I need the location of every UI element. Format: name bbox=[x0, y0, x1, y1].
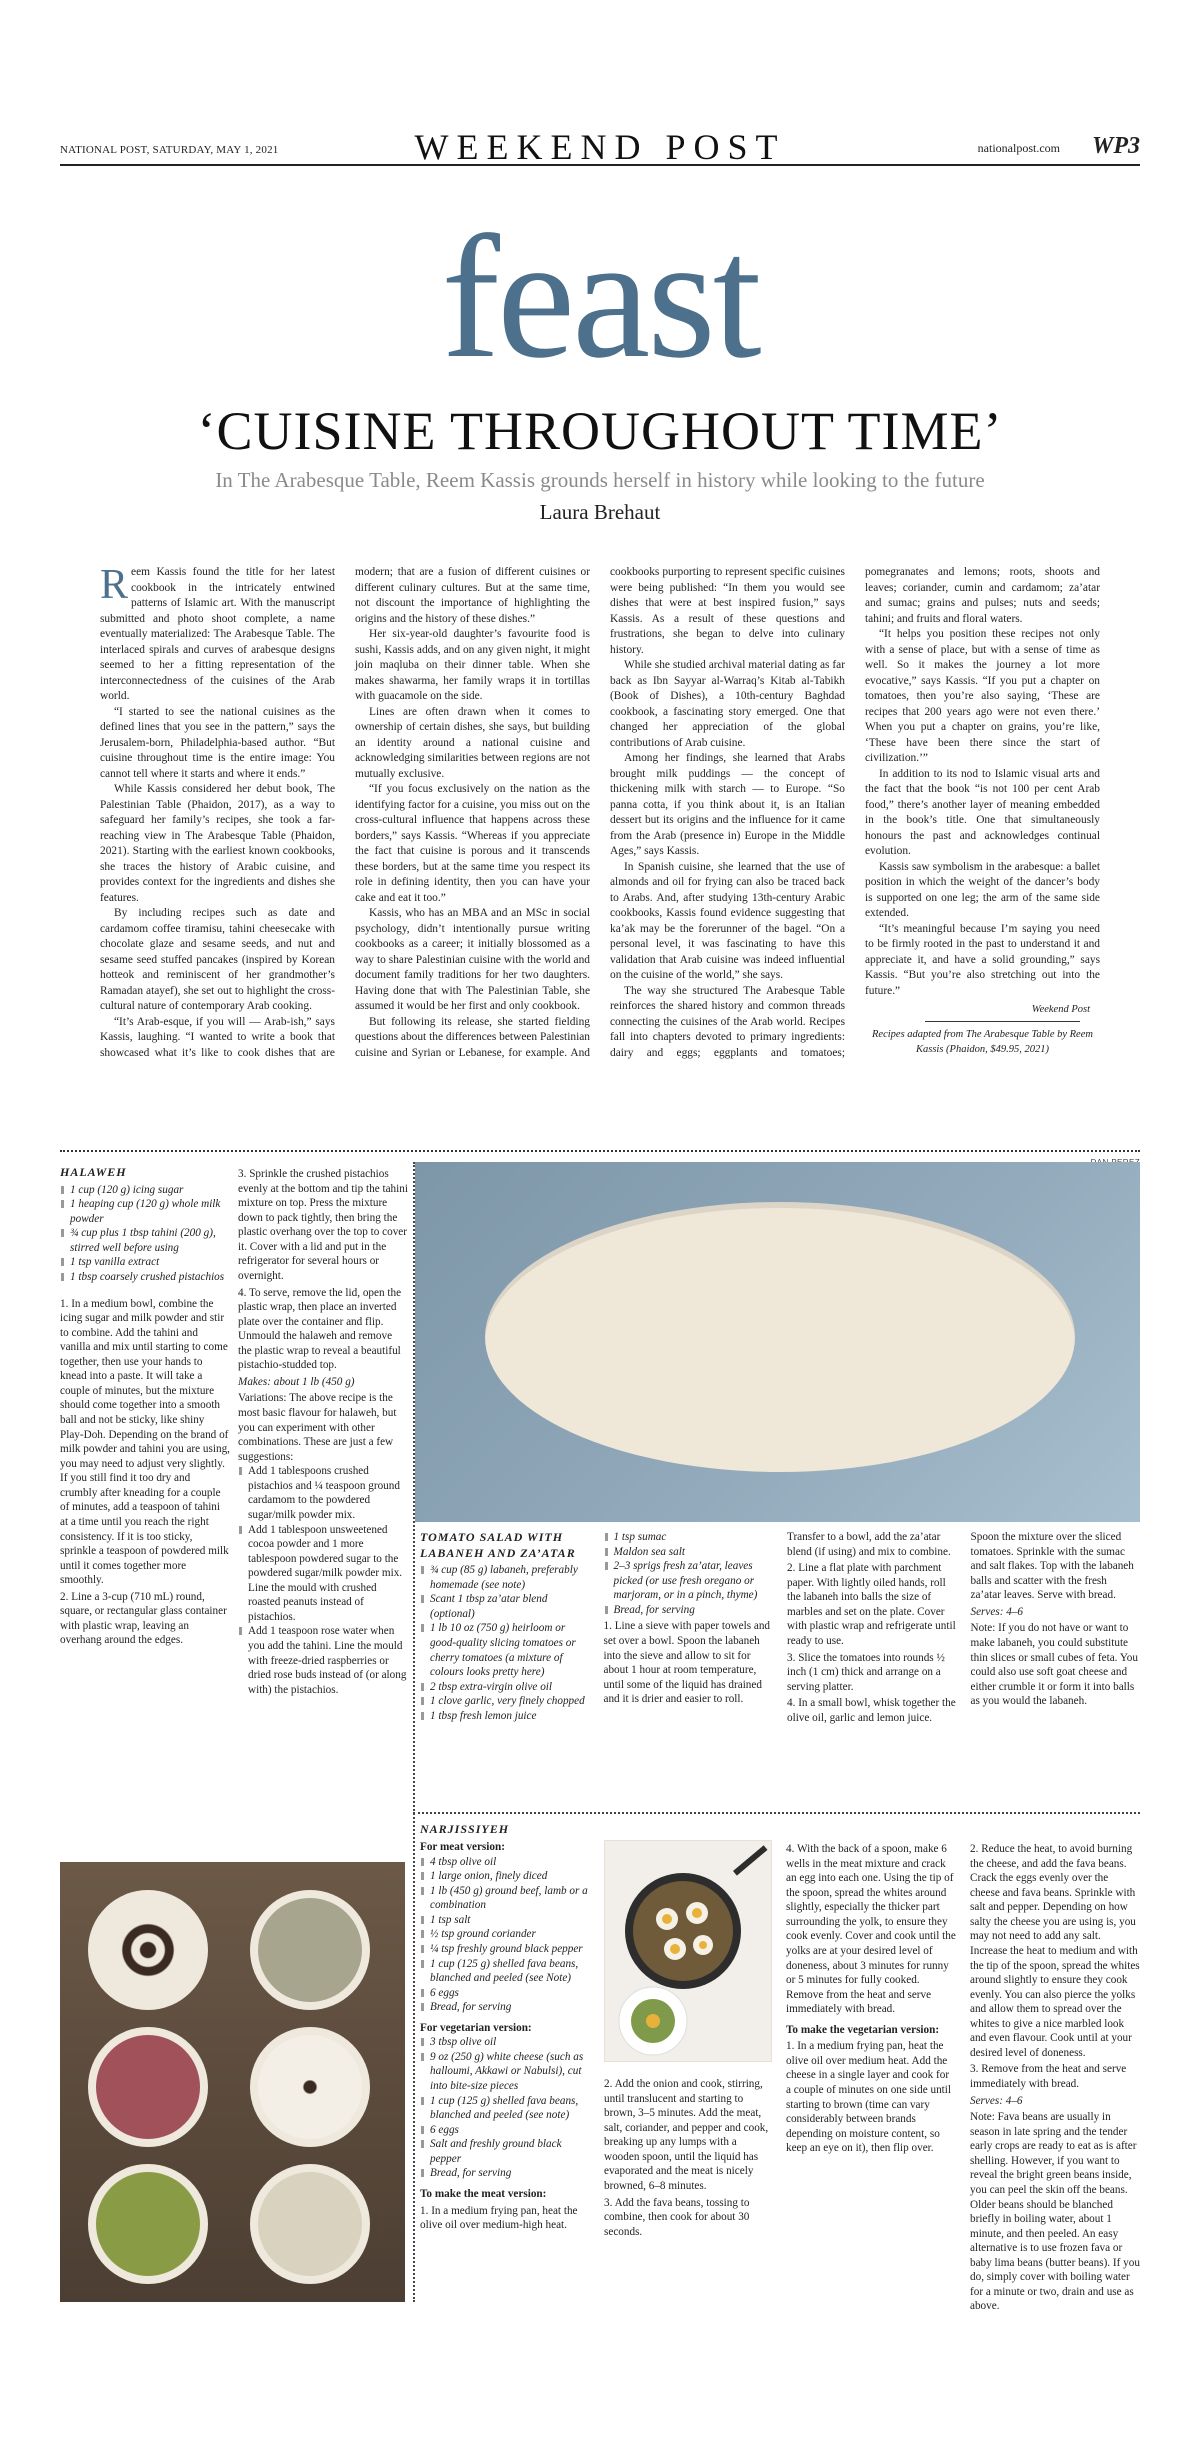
article-paragraph: Her six-year-old daughter’s favourite food is sushi, Kassis adds, and on any given night, it might join maqluba on their dinner table. When she makes shawarma, her family wraps it in tortillas with guacamole on the side. bbox=[355, 628, 590, 702]
ingredient: ¾ cup plus 1 tbsp tahini (200 g), stirred well before using bbox=[60, 1226, 230, 1255]
section-divider bbox=[60, 1150, 1140, 1152]
ingredient: 4 tbsp olive oil bbox=[420, 1855, 590, 1870]
ingredient: 1 tsp sumac bbox=[604, 1530, 774, 1545]
halaweh-recipe bbox=[60, 1165, 230, 1648]
halaweh-bowl bbox=[250, 2164, 370, 2284]
narjissiyeh-ingredients bbox=[420, 1840, 590, 2233]
ingredient: ¾ cup (85 g) labaneh, preferably homemade (see note) bbox=[420, 1563, 590, 1592]
halaweh-bowl bbox=[88, 2027, 208, 2147]
ingredient: Bread, for serving bbox=[604, 1603, 774, 1618]
article-paragraph: “It helps you position these recipes not only with a sense of place, but with a sense of time as well. So it makes the journey a lot more evocative,” says Kassis. “If you put a chapter on tomatoes, then you’re also saying, ‘These are recipes that 200 years ago were not even there.’ When you put a chapter on grains, you’re like, ‘These have been there since the start of civilization.’” bbox=[865, 628, 1100, 764]
site-url: nationalpost.com bbox=[977, 141, 1060, 155]
recipe-credit: Recipes adapted from The Arabesque Table by Reem Kassis (Phaidon, $49.95, 2021) bbox=[872, 1029, 1093, 1055]
narjissiyeh-steps-final bbox=[970, 1840, 1140, 2314]
dateline: NATIONAL POST, SATURDAY, MAY 1, 2021 bbox=[60, 144, 279, 156]
subheading: To make the meat version: bbox=[420, 2187, 547, 2200]
header-rule bbox=[60, 164, 1140, 166]
article-paragraph: While she studied archival material dating as far back as Ibn Sayyar al-Warraq’s Kitab al-Tabikh (Book of Dishes), a 10th-century Baghdad cookbook, a fascinating story emerged. One that changed her appreciation of the global contributions of Arab cuisine. bbox=[610, 659, 845, 749]
halaweh-bowl bbox=[88, 1890, 208, 2010]
masthead: WEEKEND POST bbox=[414, 127, 786, 167]
variation: Add 1 tablespoons crushed pistachios and ¼ teaspoon ground cardamom to the powdered sugar/milk powder mix. bbox=[238, 1464, 408, 1522]
article-paragraph: Reem Kassis found the title for her latest cookbook in the intricately entwined patterns of Islamic art. With the manuscript submitted and photo shoot complete, a name eventually materialized: The Arabesque Table. The interlaced spirals and curves of arabesque designs seemed to her a fitting representation of the interconnectedness of the cuisines of the Arab world. bbox=[100, 562, 335, 702]
article-paragraph: Among her findings, she learned that Arabs brought milk puddings — the concept of thickening milk with starch — to Europe. “So panna cotta, if you think about it, is an Italian dessert but its origins and the influence for it came from the Arab (presence in) Europe in the Middle Ages,” says Kassis. bbox=[610, 752, 845, 857]
recipe-step: 1. In a medium bowl, combine the icing sugar and milk powder and stir to combine. Add the tahini and vanilla and mix until starting to come together, then use your hands to knead into a paste. It will take a couple of minutes, but the mixture should come together into a smooth ball and not be sticky, like shiny Play-Doh. Depending on the brand of milk powder and tahini you are using, you may need to adjust very slightly. If you still find it too dry and crumbly after kneading for a couple of minutes, add a teaspoon of tahini at a time until you reach the right consistency. If it is too sticky, sprinkle a teaspoon of powdered milk until it comes together more smoothly. bbox=[60, 1297, 230, 1587]
ingredient: ¼ tsp freshly ground black pepper bbox=[420, 1942, 590, 1957]
article-paragraph: Lines are often drawn when it comes to ownership of certain dishes, she says, but building an identity around a national cuisine and acknowledging similarities between regions are not mutually exclusive. bbox=[355, 705, 590, 780]
article-paragraph: Kassis, who has an MBA and an MSc in social psychology, didn’t intentionally pursue writing cookbooks as a career; it initially blossomed as a way to share Palestinian cuisine with the world and document family traditions for her two daughters. Having done that with The Palestinian Table, she assumed it would be her first and only cookbook. bbox=[355, 907, 590, 1012]
serving-platter bbox=[485, 1202, 1075, 1472]
recipe-variations: Variations: The above recipe is the most basic flavour for halaweh, but you can experiment with other combinations. These are just a few suggestions: bbox=[238, 1392, 397, 1463]
ingredient: 1 clove garlic, very finely chopped bbox=[420, 1694, 590, 1709]
ingredient: 1 cup (125 g) shelled fava beans, blanched and peeled (see note) bbox=[420, 2094, 590, 2123]
ingredient: 1 heaping cup (120 g) whole milk powder bbox=[60, 1197, 230, 1226]
article-paragraph: “It’s Arab-esque, if you will — Arab-ish,” says Kassis, laughing. “I wanted to write a book that showcased what it’s like to cook dishes that are modern; that are a fusion of different cuisines or different culinary cultures. But at the same time, not discount the importance of highlighting the origins and the history of these dishes.” bbox=[100, 566, 590, 1059]
ingredient: Bread, for serving bbox=[420, 2166, 590, 2181]
deck: In The Arabesque Table, Reem Kassis grounds herself in history while looking to the future bbox=[215, 468, 985, 492]
page-number: WP3 bbox=[1092, 133, 1140, 159]
halaweh-bowl bbox=[88, 2164, 208, 2284]
recipe-step: 2. Add the onion and cook, stirring, until translucent and starting to brown, 3–5 minutes. Add the meat, salt, coriander, and pepper and cook, breaking up any lumps with a wooden spoon, until the liquid has evaporated and the meat is nicely browned, 6–8 minutes. bbox=[604, 2078, 769, 2192]
drop-cap: R bbox=[100, 562, 129, 608]
ingredient: 1 tsp vanilla extract bbox=[60, 1255, 230, 1270]
headline: ‘CUISINE THROUGHOUT TIME’ bbox=[197, 401, 1003, 461]
recipe-yield: Makes: about 1 lb (450 g) bbox=[238, 1375, 355, 1388]
article-body bbox=[100, 562, 1100, 1110]
ingredient: Scant 1 tbsp za’atar blend (optional) bbox=[420, 1592, 590, 1621]
article-paragraph: In Spanish cuisine, she learned that the use of almonds and oil for frying can also be traced back to Arabs. And, after studying 13th-century Arabic cookbooks, Kassis found evidence suggesting that ka’ak may be the forerunner of the bagel. “On a personal level, it was fascinating to have this validation that Arab cuisine was indeed influential on the cuisine of the world,” she says. bbox=[610, 860, 845, 981]
halaweh-bowl bbox=[250, 2027, 370, 2147]
narjissiyeh-photo bbox=[604, 1840, 772, 2062]
section-divider bbox=[413, 1812, 1140, 1814]
recipe-step: 3. Add the fava beans, tossing to combine, then cook for about 30 seconds. bbox=[604, 2196, 750, 2238]
ingredient: 3 tbsp olive oil bbox=[420, 2035, 590, 2050]
recipe-step: 4. With the back of a spoon, make 6 wells in the meat mixture and crack an egg into each one. Using the tip of the spoon, spread the whites around slightly, especially the thicker part surrounding the yolk, to ensure they cook evenly. Cover and cook until the yolks are at your desired level of doneness, about 3 minutes for runny or 5 minutes for fully cooked. Remove from the heat and serve immediately with bread. bbox=[786, 1843, 956, 2016]
ingredient: Bread, for serving bbox=[420, 2000, 590, 2015]
tomato-salad-recipe bbox=[420, 1530, 1140, 1810]
article-paragraph: In addition to its nod to Islamic visual arts and the fact that the book “is not 100 per cent Arab food,” there’s another layer of meaning embedded in the book’s title. One that simultaneously honours the past and acknowledges continual evolution. bbox=[865, 767, 1100, 857]
ingredient: 1 tbsp fresh lemon juice bbox=[420, 1709, 590, 1724]
article-paragraph: “It’s meaningful because I’m saying you need to be firmly rooted in the past to understand it and appreciate it, and have a solid grounding,” says Kassis. “But you’re also stretching out into the future.” bbox=[865, 922, 1100, 997]
ingredient: 1 lb (450 g) ground beef, lamb or a combination bbox=[420, 1884, 590, 1913]
recipe-serves: Serves: 4–6 bbox=[970, 2094, 1023, 2107]
ingredient: 1 tbsp coarsely crushed pistachios bbox=[60, 1270, 230, 1285]
ingredient: 1 large onion, finely diced bbox=[420, 1869, 590, 1884]
article-paragraph: While Kassis considered her debut book, The Palestinian Table (Phaidon, 2017), as a way to safeguard her family’s recipes, she took a far-reaching view in The Arabesque Table (Phaidon, 2021). Starting with the earliest known cookbooks, she traces the history of Arabic cuisine, and provides context for the ingredients and dishes she features. bbox=[100, 783, 335, 904]
article-paragraph: Kassis saw symbolism in the arabesque: a ballet position in which the weight of the dancer’s body is supported on one leg; the arm of the same side extended. bbox=[865, 860, 1100, 919]
byline: Laura Brehaut bbox=[539, 500, 661, 524]
recipe-step: 2. Line a 3-cup (710 mL) round, square, or rectangular glass container with plastic wrap, leaving an overhang around the edges. bbox=[60, 1590, 227, 1647]
section-logo: feast bbox=[441, 200, 759, 395]
recipe-note: Note: Fava beans are usually in season in late spring and the tender early crops are ready to eat as is after shelling. However, if you want to reveal the bright green beans inside, you can peel the skin off the beans. Older beans should be blanched briefly in boiling water, about 1 minute, and then peeled. An easy alternative is to use frozen fava or baby lima beans (butter beans). If you do, simply cover with boiling water for a minute or two, drain and use as above. bbox=[970, 2111, 1140, 2313]
recipe-step: 3. Slice the tomatoes into rounds ½ inch (1 cm) thick and arrange on a serving platter. bbox=[787, 1651, 945, 1693]
ingredient: 2–3 sprigs fresh za’atar, leaves picked (or use fresh oregano or marjoram, or in a pinch, thyme) bbox=[604, 1559, 774, 1603]
subheading: For vegetarian version: bbox=[420, 2021, 532, 2034]
variation: Add 1 tablespoon unsweetened cocoa powder and 1 more tablespoon powdered sugar to the powdered sugar/milk powder mix. Line the mould with crushed roasted peanuts instead of pistachios. bbox=[238, 1523, 408, 1625]
ingredient: 1 tsp salt bbox=[420, 1913, 590, 1928]
article-paragraph: By including recipes such as date and cardamom coffee tiramisu, tahini cheesecake with chocolate glaze and sesame seeds, and nut and sesame seed stuffed pancakes (inspired by Korean hotteok and reminiscent of her grandmother’s Ramadan atayef), she set out to highlight the cross-cultural nature of contemporary Arab cooking. bbox=[100, 907, 335, 1012]
recipe-note: Note: If you do not have or want to make labaneh, you could substitute thin slices or small cubes of feta. You could also use soft goat cheese and either crumble it or form it into balls as you would the labaneh. bbox=[970, 1622, 1138, 1708]
article-paragraph: “I started to see the national cuisines as the defined lines that you see in the pattern,” says the Jerusalem-born, Philadelphia-based author. “But cuisine throughout time is the entire image: You cannot tell where it starts and where it ends.” bbox=[100, 705, 335, 780]
article-paragraph: But following its release, she started fielding questions about the differences between Palestinian cuisine and Syrian or Lebanese, for example. And cookbooks purporting to represent specific cuisines were being published: “In them you would see dishes that were at best inspired fusion,” says Kassis. As a result of these questions and frustrations, she began to delve into culinary history. bbox=[355, 566, 845, 1059]
ingredient: Maldon sea salt bbox=[604, 1545, 774, 1560]
ingredient: Salt and freshly ground black pepper bbox=[420, 2137, 590, 2166]
recipe-title: NARJISSIYEH bbox=[420, 1822, 510, 1836]
recipe-serves: Serves: 4–6 bbox=[970, 1605, 1024, 1618]
page-header bbox=[60, 127, 1140, 167]
ingredient: 6 eggs bbox=[420, 1986, 590, 2001]
recipe-step: 3. Sprinkle the crushed pistachios evenly at the bottom and tip the tahini mixture on top. Press the mixture down to pack tightly, then bring the plastic overhang over the top to cover it. Cover with a lid and put in the refrigerator for several hours or overnight. bbox=[238, 1168, 408, 1282]
frying-pan-illustration bbox=[605, 1841, 772, 2062]
narjissiyeh-steps bbox=[604, 2075, 774, 2239]
halaweh-bowl bbox=[250, 1890, 370, 2010]
recipe-title: HALAWEH bbox=[60, 1165, 127, 1179]
recipe-step: 4. In a small bowl, whisk together the olive oil, garlic and lemon juice. Spoon the mixture over the sliced tomatoes. Sprinkle with the sumac and salt flakes. Top with the labaneh balls and scatter with the fresh za’atar leaves. Serve with bread. bbox=[787, 1531, 1134, 1724]
recipe-step: 1. In a medium frying pan, heat the olive oil over medium-high heat. bbox=[420, 2204, 578, 2232]
halaweh-recipe-continued bbox=[238, 1165, 408, 1697]
ingredient: 1 cup (120 g) icing sugar bbox=[60, 1183, 230, 1198]
variation: Add 1 teaspoon rose water when you add the tahini. Line the mould with freeze-dried raspberries or dried rose buds instead of (or along with) the pistachios. bbox=[238, 1624, 408, 1697]
ingredient: 9 oz (250 g) white cheese (such as halloumi, Akkawi or Nabulsi), cut into bite-size pieces bbox=[420, 2050, 590, 2094]
ingredient: 1 lb 10 oz (750 g) heirloom or good-quality slicing tomatoes or cherry tomatoes (a mixture of colours looks pretty here) bbox=[420, 1621, 590, 1679]
recipe-step: 4. To serve, remove the lid, open the plastic wrap, then place an inverted plate over the container and flip. Unmould the halaweh and remove the plastic wrap to reveal a beautiful pistachio-studded top. bbox=[238, 1286, 402, 1372]
recipe-step: 2. Reduce the heat, to avoid burning the cheese, and add the fava beans. Crack the eggs evenly over the cheese and fava beans. Sprinkle with salt and pepper. Depending on how salty the cheese you are using is, you may not need to add any salt. Increase the heat to medium and with the tip of the spoon, spread the whites around slightly to ensure they cook evenly. You can also pierce the yolks and allow them to spread over the whites to give a nice marbled look and even flavour. Cook until at your desired level of doneness. bbox=[970, 1843, 1140, 2059]
article-paragraph: The way she structured The Arabesque Table reinforces the shared history and common threads connecting the cuisines of the Arab world. Recipes fall into chapters devoted to primary ingredients: dairy and eggs; eggplants and tomatoes; pomegranates and lemons; roots, shoots and leaves; coriander, cumin and cardamom; za’atar and sumac; grains and pulses; nuts and seeds; tahini; and fruits and floral waters. bbox=[610, 566, 1100, 1059]
tomato-salad-photo bbox=[415, 1162, 1140, 1522]
recipe-title: TOMATO SALAD WITH LABANEH AND ZA’ATAR bbox=[420, 1530, 576, 1560]
article-paragraph: “If you focus exclusively on the nation as the identifying factor for a cuisine, you miss out on the cross-cultural influence that happens across these borders,” says Kassis. “Whereas if you appreciate the fact that cuisine is porous and it transcends these borders, but at the same time you respect its role in defining identity, then you can have your cake and eat it too.” bbox=[355, 783, 590, 904]
ingredient: 1 cup (125 g) shelled fava beans, blanched and peeled (see Note) bbox=[420, 1957, 590, 1986]
signoff: Weekend Post bbox=[1031, 1004, 1090, 1015]
ingredient: ½ tsp ground coriander bbox=[420, 1927, 590, 1942]
narjissiyeh-header bbox=[420, 1822, 509, 1840]
narjissiyeh-steps-continued bbox=[786, 1840, 956, 2156]
ingredient: 2 tbsp extra-virgin olive oil bbox=[420, 1680, 590, 1695]
signoff-rule bbox=[925, 1021, 1080, 1022]
ingredient: 6 eggs bbox=[420, 2123, 590, 2138]
recipe-step: 1. In a medium frying pan, heat the olive oil over medium heat. Add the cheese in a single layer and cook for a couple of minutes on one side until starting to brown (time can vary considerably between brands depending on moisture content, so keep an eye on it), then flip over. bbox=[786, 2040, 951, 2155]
subheading: To make the vegetarian version: bbox=[786, 2023, 940, 2036]
recipe-step: 2. Line a flat plate with parchment paper. With lightly oiled hands, roll the labaneh into balls the size of marbles and set on the plate. Cover with plastic wrap and refrigerate until ready to use. bbox=[787, 1562, 956, 1647]
recipe-step: 3. Remove from the heat and serve immediately with bread. bbox=[970, 2063, 1127, 2090]
recipe-step: 1. Line a sieve with paper towels and set over a bowl. Spoon the labaneh into the sieve and allow to sit for about 1 hour at room temperature, until some of the liquid has drained and it is drier and easier to roll. Transfer to a bowl, add the za’atar blend (if using) and mix to combine. bbox=[603, 1531, 951, 1706]
subheading: For meat version: bbox=[420, 1841, 505, 1853]
halaweh-photo bbox=[60, 1862, 405, 2302]
